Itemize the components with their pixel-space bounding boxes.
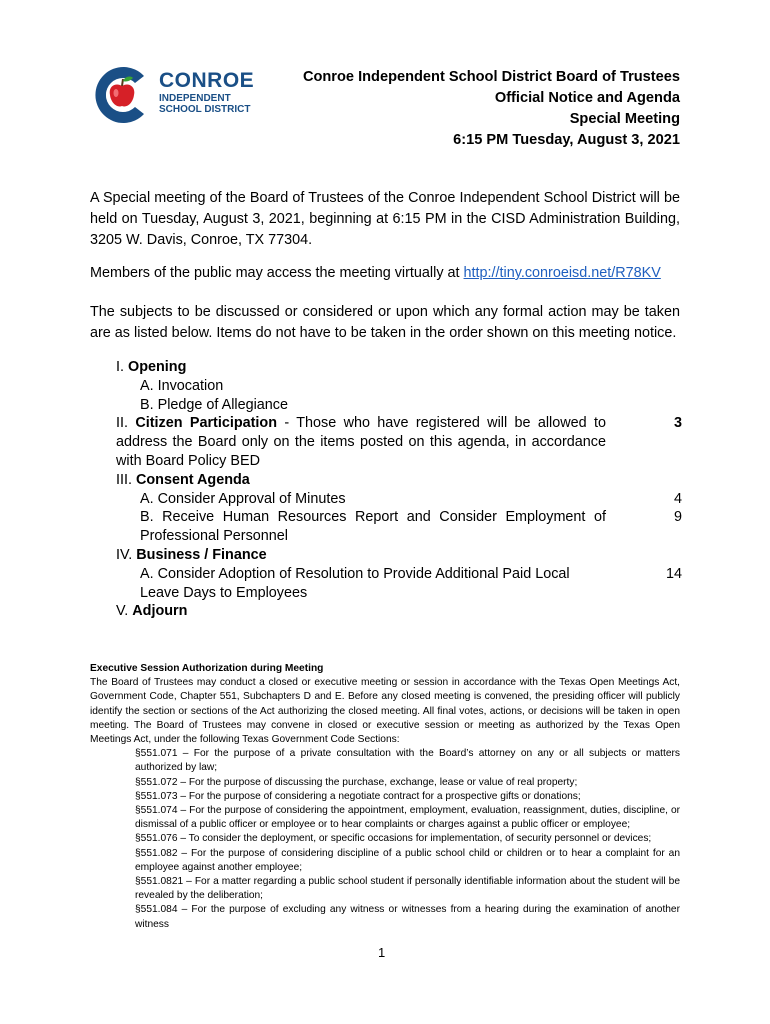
agenda-item	[116, 490, 682, 509]
logo-subtitle	[159, 93, 250, 115]
header-line4: 6:15 PM Tuesday, August 3, 2021	[453, 132, 680, 148]
intro-paragraph: A Special meeting of the Board of Trustees of the Conroe Independent School District will be held on Tuesday, August 3, 2021, beginning at 6:15 PM in the CISD Administration Building, 3205 W. Davis, Conroe, TX 77304.	[90, 190, 680, 248]
executive-session-block	[90, 662, 680, 932]
notice-header	[303, 67, 680, 151]
agenda-item	[116, 377, 682, 396]
agenda-item	[116, 396, 682, 415]
subjects-paragraph: The subjects to be discussed or considered or upon which any formal action may be taken are as listed below. Items do not have to be taken in the order shown on this meeting notice.	[90, 304, 680, 341]
district-logo	[89, 62, 259, 128]
code-section-item: §551.071 – For the purpose of a private consultation with the Board’s attorney on any or all subjects or matters authorized by law;	[135, 748, 680, 774]
agenda-item-text: A. Consider Approval of Minutes	[140, 490, 346, 507]
page-reference: 4	[673, 490, 682, 507]
agenda-item-text: A. Invocation	[140, 377, 224, 394]
code-section-list	[90, 747, 680, 932]
agenda-number: III.	[116, 471, 136, 488]
agenda-section-adjourn	[116, 602, 682, 621]
code-section-item: §551.084 – For the purpose of excluding any witness or witnesses from a hearing during the examination of another witness	[135, 904, 680, 930]
agenda-section-consent	[116, 471, 682, 490]
code-section-item: §551.082 – For the purpose of considering discipline of a public school child or children or to hear a complaint for an employee against another employee;	[135, 847, 680, 873]
meeting-link[interactable]: http://tiny.conroeisd.net/R78KV	[463, 265, 661, 281]
virtual-access-paragraph	[90, 263, 680, 284]
agenda-title: Adjourn	[132, 603, 188, 620]
code-section-item: §551.076 – To consider the deployment, or specific occasions for implementation, of security personnel or devices;	[135, 833, 652, 845]
agenda-title: Consent Agenda	[136, 471, 250, 488]
header-line1: Conroe Independent School District Board of Trustees	[302, 69, 680, 85]
agenda-number: V.	[116, 603, 133, 620]
code-section-item: §551.074 – For the purpose of considering the appointment, employment, evaluation, reassignment, duties, discipline, or dismissal of a public officer or employee or to hear complaints or charges against a public officer or employee;	[135, 805, 680, 831]
agenda-number: I.	[116, 359, 128, 375]
agenda-list	[116, 358, 682, 621]
header-line3: Special Meeting	[569, 111, 680, 127]
apple-icon	[89, 62, 155, 128]
agenda-number: IV.	[116, 546, 137, 563]
executive-session-body: The Board of Trustees may conduct a closed or executive meeting or session in accordance with the Texas Open Meetings Act, Government Code, Chapter 551, Subchapters D and E. Before any closed meeting is convened, the presiding officer will publicly identify the section or sections of the Act authorizing the closed meeting. All final votes, actions, or decisions will be taken in open meeting. The Board of Trustees may convene in closed or executive session or meeting as authorized by the Texas Open Meetings Act, under the following Texas Government Code Sections:	[90, 677, 680, 746]
agenda-title: Citizen Participation	[135, 415, 278, 432]
agenda-item-text: B. Receive Human Resources Report and Consider Employment of Professional Personnel	[140, 509, 606, 545]
agenda-item-text: A. Consider Adoption of Resolution to Provide Additional Paid Local Leave Days to Employees	[140, 565, 570, 601]
page-reference: 3	[673, 415, 682, 432]
executive-session-title: Executive Session Authorization during Meeting	[90, 663, 324, 674]
agenda-section-citizen-participation	[116, 414, 682, 470]
virtual-access-text: Members of the public may access the meeting virtually at	[90, 265, 464, 281]
agenda-description: - Those who have registered will be allowed to address the Board only on the items posted on this agenda, in accordance with Board Policy BED	[116, 415, 606, 469]
code-section-item: §551.073 – For the purpose of considering a negotiate contract for a prospective gifts or donations;	[135, 790, 581, 802]
page-reference: 9	[673, 509, 682, 526]
agenda-title: Business / Finance	[136, 546, 267, 563]
agenda-title: Opening	[128, 359, 187, 375]
page-number: 1	[378, 945, 386, 960]
logo-name: CONROE	[159, 69, 255, 92]
agenda-item-text: B. Pledge of Allegiance	[140, 396, 289, 413]
agenda-item	[116, 508, 682, 546]
page-reference: 14	[665, 565, 682, 582]
agenda-item	[116, 565, 682, 603]
logo-sub-line1: INDEPENDENT	[159, 93, 231, 104]
code-section-item: §551.072 – For the purpose of discussing the purchase, exchange, lease or value of real property;	[135, 776, 578, 788]
agenda-section-opening	[116, 358, 682, 377]
header-line2: Official Notice and Agenda	[494, 90, 680, 106]
code-section-item: §551.0821 – For a matter regarding a public school student if personally identifiable information about the student will be revealed by the deliberation;	[135, 876, 680, 902]
logo-sub-line2: SCHOOL DISTRICT	[159, 104, 251, 115]
agenda-section-business-finance	[116, 546, 682, 565]
agenda-number: II.	[116, 415, 136, 432]
